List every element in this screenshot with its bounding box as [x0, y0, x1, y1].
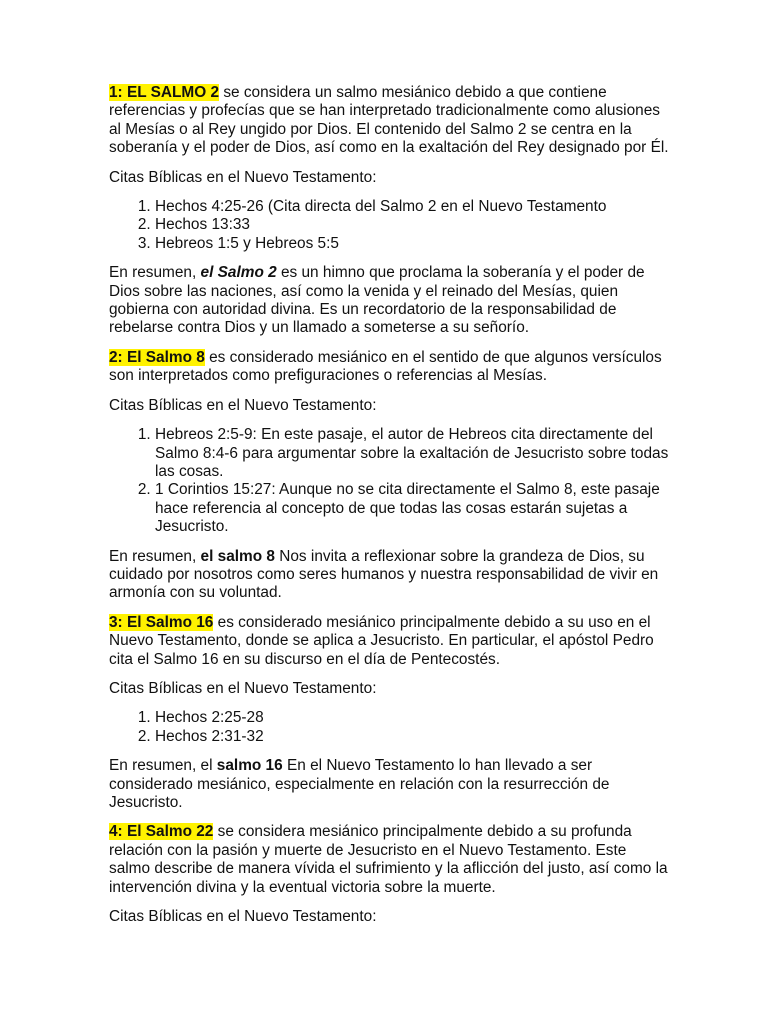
salmo-16-citas-label: Citas Bíblicas en el Nuevo Testamento:	[109, 679, 377, 697]
salmo-2-citas-label: Citas Bíblicas en el Nuevo Testamento:	[109, 168, 377, 186]
salmo-2-heading: 1: EL SALMO 2	[109, 84, 220, 101]
salmo-22-heading: 4: El Salmo 22	[109, 823, 214, 841]
salmo-8-resumen	[109, 548, 669, 603]
salmo-2-intro-text: se considera un salmo mesiánico debido a que contiene referencias y profecías que se han interpretado tradicionalmente como alusiones al Mesías o al Rey ungido por Dios. El contenido del Salmo 2 se centra en la soberanía y el poder de Dios, así como en la exaltación del Rey designado por Él.	[109, 84, 669, 157]
salmo-16-resumen	[109, 757, 669, 812]
resumen-salmo-name: salmo 16	[216, 757, 283, 775]
resumen-prefix: En resumen,	[109, 264, 201, 282]
resumen-salmo-name: el Salmo 2	[200, 264, 277, 282]
salmo-22-intro	[109, 823, 669, 897]
list-item: 2. Hechos 13:33	[155, 216, 669, 234]
salmo-22-citas-label: Citas Bíblicas en el Nuevo Testamento:	[109, 908, 377, 926]
resumen-prefix: En resumen, el	[109, 757, 217, 775]
list-item: 1. Hechos 2:25-28	[155, 709, 669, 727]
list-item: 2. Hechos 2:31-32	[155, 728, 669, 746]
salmo-8-heading: 2: El Salmo 8	[109, 348, 205, 366]
resumen-text: En el Nuevo Testamento lo han llevado a ser considerado mesiánico, especialmente en relación con la resurrección de Jesucristo.	[109, 757, 610, 811]
salmo-16-heading: 3: El Salmo 16	[109, 613, 214, 631]
salmo-8-citas-list	[109, 426, 669, 536]
list-item: 3. Hebreos 1:5 y Hebreos 5:5	[155, 235, 669, 253]
salmo-8-intro	[109, 349, 669, 386]
salmo-16-intro-text: es considerado mesiánico principalmente debido a su uso en el Nuevo Testamento, donde se aplica a Jesucristo. En particular, el apóstol Pedro cita el Salmo 16 en su discurso en el día de Pentecostés.	[109, 613, 654, 668]
salmo-2-resumen	[109, 264, 669, 338]
salmo-16-intro	[109, 614, 669, 669]
salmo-8-citas-label: Citas Bíblicas en el Nuevo Testamento:	[109, 396, 377, 414]
salmo-22-intro-text: se considera mesiánico principalmente debido a su profunda relación con la pasión y muerte de Jesucristo en el Nuevo Testamento. Este salmo describe de manera vívida el sufrimiento y la aflicción del justo, así como la intervención divina y la eventual victoria sobre la muerte.	[109, 823, 668, 896]
resumen-prefix: En resumen,	[109, 547, 201, 565]
list-item: 1. Hebreos 2:5-9: En este pasaje, el autor de Hebreos cita directamente del Salmo 8:4-6 para argumentar sobre la exaltación de Jesucristo sobre todas las cosas.	[155, 426, 669, 481]
salmo-8-intro-text: es considerado mesiánico en el sentido de que algunos versículos son interpretados como prefiguraciones o referencias al Mesías.	[109, 348, 662, 385]
list-item: 1. Hechos 4:25-26 (Cita directa del Salmo 2 en el Nuevo Testamento	[155, 198, 669, 216]
resumen-text: Nos invita a reflexionar sobre la grandeza de Dios, su cuidado por nosotros como seres humanos y nuestra responsabilidad de vivir en armonía con su voluntad.	[109, 547, 659, 602]
document-page	[109, 84, 669, 937]
list-item: 2. 1 Corintios 15:27: Aunque no se cita directamente el Salmo 8, este pasaje hace referencia al concepto de que todas las cosas estarán sujetas a Jesucristo.	[155, 481, 669, 536]
resumen-text: es un himno que proclama la soberanía y el poder de Dios sobre las naciones, así como la venida y el reinado del Mesías, quien gobierna con autoridad divina. Es un recordatorio de la responsabilidad de rebelarse contra Dios y un llamado a someterse a su señorío.	[109, 264, 645, 337]
salmo-16-citas-list	[109, 709, 669, 746]
salmo-2-citas-list	[109, 198, 669, 253]
salmo-2-intro	[109, 84, 669, 158]
resumen-salmo-name: el salmo 8	[200, 547, 275, 565]
